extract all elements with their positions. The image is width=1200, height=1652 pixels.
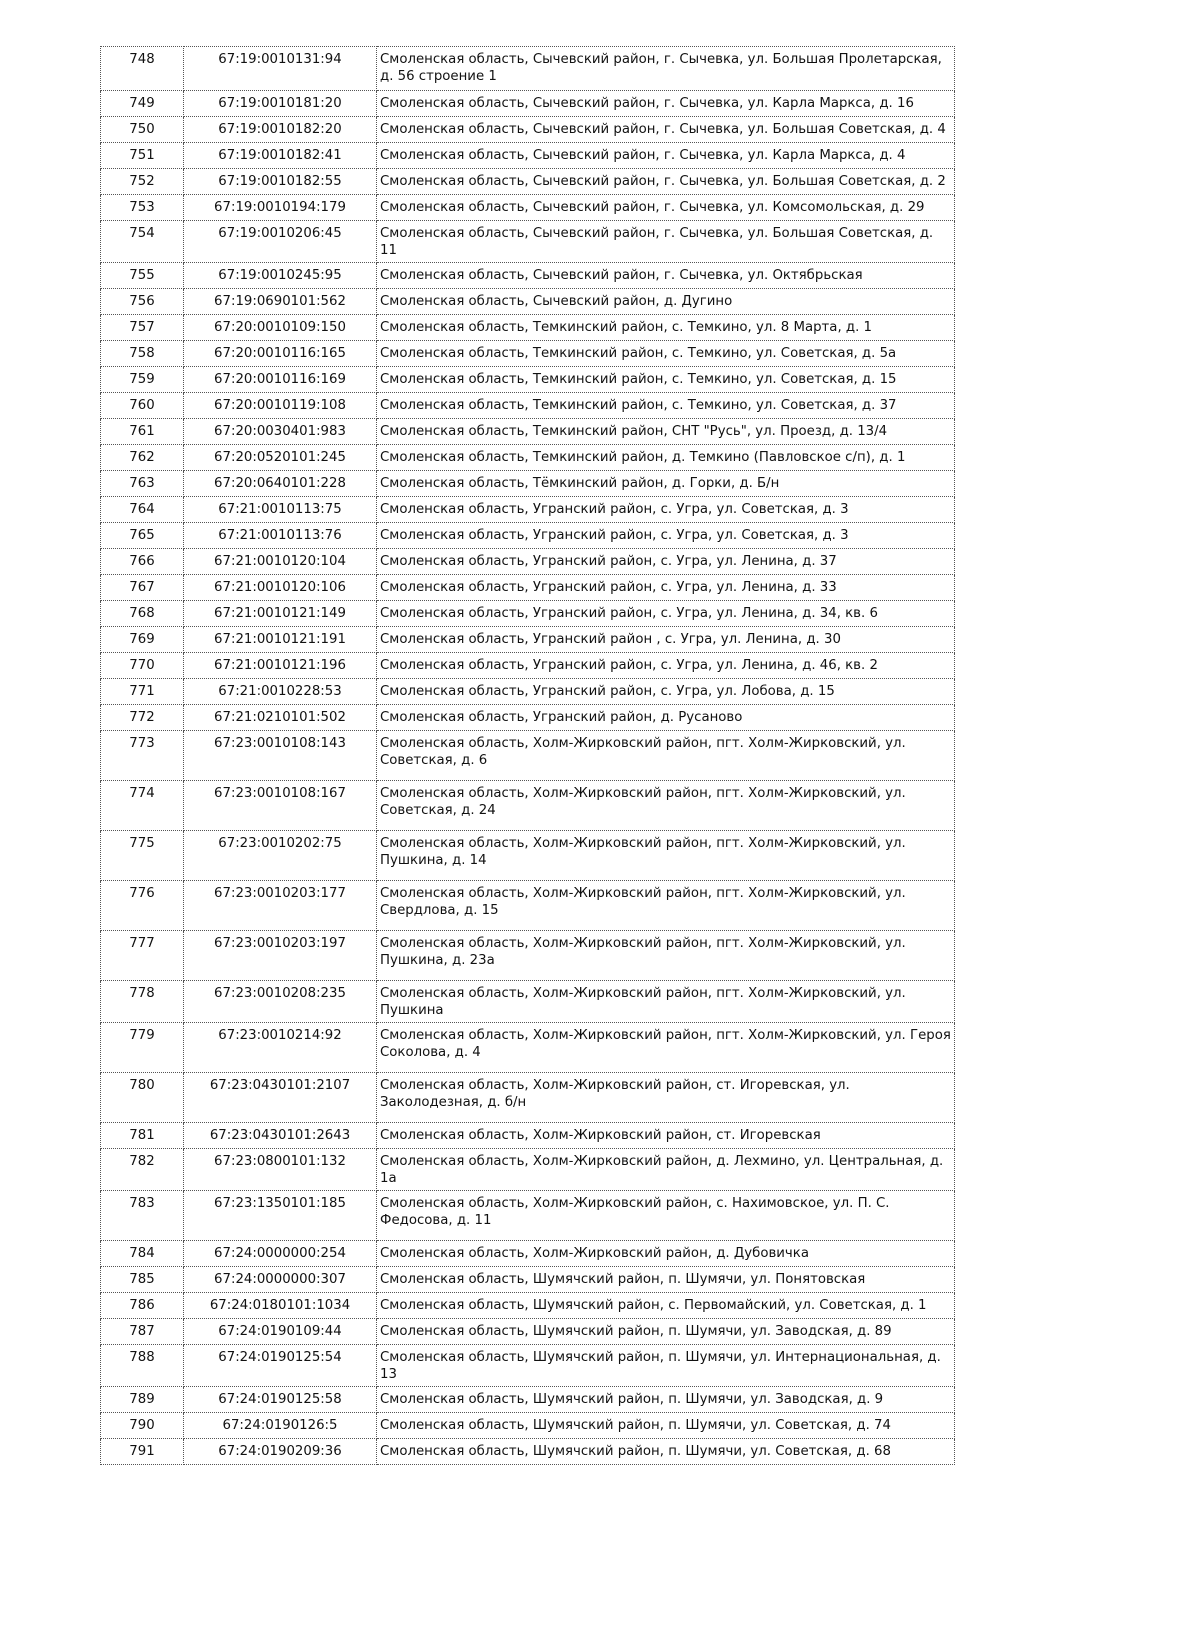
table-row xyxy=(101,117,955,143)
table-row xyxy=(101,471,955,497)
row-number-cell: 784 xyxy=(101,1241,184,1267)
table-row xyxy=(101,601,955,627)
row-number-cell: 783 xyxy=(101,1191,184,1241)
address-cell: Смоленская область, Сычевский район, г. Сычевка, ул. Карла Маркса, д. 4 xyxy=(377,143,955,169)
row-number-cell: 788 xyxy=(101,1345,184,1387)
row-number-cell: 790 xyxy=(101,1413,184,1439)
cadastral-number-cell: 67:24:0190109:44 xyxy=(184,1319,377,1345)
cadastral-number-cell: 67:23:0800101:132 xyxy=(184,1149,377,1191)
address-cell: Смоленская область, Темкинский район, д. Темкино (Павловское с/п), д. 1 xyxy=(377,445,955,471)
cadastral-number-cell: 67:19:0010182:41 xyxy=(184,143,377,169)
address-cell: Смоленская область, Холм-Жирковский район, д. Лехмино, ул. Центральная, д. 1а xyxy=(377,1149,955,1191)
row-number-cell: 768 xyxy=(101,601,184,627)
table-row xyxy=(101,1191,955,1241)
table-row xyxy=(101,1319,955,1345)
cadastral-number-cell: 67:20:0640101:228 xyxy=(184,471,377,497)
table-row xyxy=(101,1073,955,1123)
table-row xyxy=(101,419,955,445)
row-number-cell: 772 xyxy=(101,705,184,731)
cadastral-number-cell: 67:21:0010113:76 xyxy=(184,523,377,549)
address-cell: Смоленская область, Холм-Жирковский район, пгт. Холм-Жирковский, ул. Советская, д. 24 xyxy=(377,781,955,831)
address-cell: Смоленская область, Холм-Жирковский район, д. Дубовичка xyxy=(377,1241,955,1267)
row-number-cell: 764 xyxy=(101,497,184,523)
table-row xyxy=(101,289,955,315)
row-number-cell: 750 xyxy=(101,117,184,143)
address-cell: Смоленская область, Холм-Жирковский район, пгт. Холм-Жирковский, ул. Героя Соколова, д. 4 xyxy=(377,1023,955,1073)
cadastral-number-cell: 67:19:0010181:20 xyxy=(184,91,377,117)
address-cell: Смоленская область, Холм-Жирковский район, ст. Игоревская xyxy=(377,1123,955,1149)
table-row xyxy=(101,1149,955,1191)
cadastral-number-cell: 67:21:0010228:53 xyxy=(184,679,377,705)
cadastral-number-cell: 67:24:0190125:58 xyxy=(184,1387,377,1413)
register-table-body xyxy=(101,47,955,1465)
table-row xyxy=(101,679,955,705)
address-cell: Смоленская область, Угранский район, с. Угра, ул. Лобова, д. 15 xyxy=(377,679,955,705)
table-row xyxy=(101,1439,955,1465)
address-cell: Смоленская область, Холм-Жирковский район, ст. Игоревская, ул. Заколодезная, д. б/н xyxy=(377,1073,955,1123)
cadastral-number-cell: 67:23:0010202:75 xyxy=(184,831,377,881)
row-number-cell: 756 xyxy=(101,289,184,315)
row-number-cell: 771 xyxy=(101,679,184,705)
table-row xyxy=(101,731,955,781)
address-cell: Смоленская область, Холм-Жирковский район, пгт. Холм-Жирковский, ул. Свердлова, д. 15 xyxy=(377,881,955,931)
address-cell: Смоленская область, Холм-Жирковский район, пгт. Холм-Жирковский, ул. Пушкина, д. 23а xyxy=(377,931,955,981)
address-cell: Смоленская область, Темкинский район, с. Темкино, ул. Советская, д. 37 xyxy=(377,393,955,419)
address-cell: Смоленская область, Сычевский район, г. Сычевка, ул. Комсомольская, д. 29 xyxy=(377,195,955,221)
row-number-cell: 749 xyxy=(101,91,184,117)
cadastral-number-cell: 67:24:0190209:36 xyxy=(184,1439,377,1465)
address-cell: Смоленская область, Темкинский район, с. Темкино, ул. Советская, д. 5а xyxy=(377,341,955,367)
cadastral-number-cell: 67:21:0010113:75 xyxy=(184,497,377,523)
cadastral-number-cell: 67:19:0010206:45 xyxy=(184,221,377,263)
row-number-cell: 748 xyxy=(101,47,184,91)
address-cell: Смоленская область, Угранский район , с. Угра, ул. Ленина, д. 30 xyxy=(377,627,955,653)
row-number-cell: 789 xyxy=(101,1387,184,1413)
table-row xyxy=(101,497,955,523)
cadastral-number-cell: 67:23:0010203:177 xyxy=(184,881,377,931)
cadastral-number-cell: 67:19:0010182:55 xyxy=(184,169,377,195)
table-row xyxy=(101,445,955,471)
cadastral-number-cell: 67:21:0010120:106 xyxy=(184,575,377,601)
cadastral-number-cell: 67:19:0010182:20 xyxy=(184,117,377,143)
cadastral-number-cell: 67:23:1350101:185 xyxy=(184,1191,377,1241)
address-cell: Смоленская область, Сычевский район, г. Сычевка, ул. Октябрьская xyxy=(377,263,955,289)
table-row xyxy=(101,393,955,419)
cadastral-number-cell: 67:23:0010108:167 xyxy=(184,781,377,831)
row-number-cell: 785 xyxy=(101,1267,184,1293)
address-cell: Смоленская область, Тёмкинский район, д. Горки, д. Б/н xyxy=(377,471,955,497)
address-cell: Смоленская область, Угранский район, с. Угра, ул. Ленина, д. 34, кв. 6 xyxy=(377,601,955,627)
row-number-cell: 767 xyxy=(101,575,184,601)
address-cell: Смоленская область, Темкинский район, с. Темкино, ул. Советская, д. 15 xyxy=(377,367,955,393)
cadastral-number-cell: 67:21:0010121:149 xyxy=(184,601,377,627)
row-number-cell: 780 xyxy=(101,1073,184,1123)
property-register-table xyxy=(100,46,955,1465)
cadastral-number-cell: 67:20:0010116:165 xyxy=(184,341,377,367)
cadastral-number-cell: 67:20:0010109:150 xyxy=(184,315,377,341)
table-row xyxy=(101,981,955,1023)
address-cell: Смоленская область, Темкинский район, с. Темкино, ул. 8 Марта, д. 1 xyxy=(377,315,955,341)
row-number-cell: 781 xyxy=(101,1123,184,1149)
table-row xyxy=(101,1123,955,1149)
row-number-cell: 752 xyxy=(101,169,184,195)
row-number-cell: 755 xyxy=(101,263,184,289)
cadastral-number-cell: 67:20:0030401:983 xyxy=(184,419,377,445)
document-page xyxy=(100,46,955,1465)
cadastral-number-cell: 67:23:0430101:2643 xyxy=(184,1123,377,1149)
row-number-cell: 758 xyxy=(101,341,184,367)
address-cell: Смоленская область, Сычевский район, д. Дугино xyxy=(377,289,955,315)
row-number-cell: 751 xyxy=(101,143,184,169)
table-row xyxy=(101,931,955,981)
address-cell: Смоленская область, Шумячский район, п. Шумячи, ул. Заводская, д. 9 xyxy=(377,1387,955,1413)
address-cell: Смоленская область, Угранский район, с. Угра, ул. Советская, д. 3 xyxy=(377,523,955,549)
address-cell: Смоленская область, Угранский район, с. Угра, ул. Ленина, д. 46, кв. 2 xyxy=(377,653,955,679)
row-number-cell: 762 xyxy=(101,445,184,471)
table-row xyxy=(101,341,955,367)
address-cell: Смоленская область, Сычевский район, г. Сычевка, ул. Большая Советская, д. 4 xyxy=(377,117,955,143)
cadastral-number-cell: 67:24:0190125:54 xyxy=(184,1345,377,1387)
cadastral-number-cell: 67:20:0010119:108 xyxy=(184,393,377,419)
address-cell: Смоленская область, Холм-Жирковский район, с. Нахимовское, ул. П. С. Федосова, д. 11 xyxy=(377,1191,955,1241)
table-row xyxy=(101,91,955,117)
cadastral-number-cell: 67:24:0000000:254 xyxy=(184,1241,377,1267)
cadastral-number-cell: 67:21:0210101:502 xyxy=(184,705,377,731)
row-number-cell: 765 xyxy=(101,523,184,549)
row-number-cell: 791 xyxy=(101,1439,184,1465)
cadastral-number-cell: 67:19:0010194:179 xyxy=(184,195,377,221)
address-cell: Смоленская область, Сычевский район, г. Сычевка, ул. Большая Советская, д. 2 xyxy=(377,169,955,195)
row-number-cell: 759 xyxy=(101,367,184,393)
table-row xyxy=(101,315,955,341)
table-row xyxy=(101,1345,955,1387)
address-cell: Смоленская область, Холм-Жирковский район, пгт. Холм-Жирковский, ул. Пушкина, д. 14 xyxy=(377,831,955,881)
table-row xyxy=(101,653,955,679)
cadastral-number-cell: 67:24:0180101:1034 xyxy=(184,1293,377,1319)
address-cell: Смоленская область, Сычевский район, г. Сычевка, ул. Карла Маркса, д. 16 xyxy=(377,91,955,117)
address-cell: Смоленская область, Шумячский район, п. Шумячи, ул. Советская, д. 68 xyxy=(377,1439,955,1465)
row-number-cell: 753 xyxy=(101,195,184,221)
table-row xyxy=(101,1413,955,1439)
row-number-cell: 773 xyxy=(101,731,184,781)
address-cell: Смоленская область, Угранский район, с. Угра, ул. Ленина, д. 33 xyxy=(377,575,955,601)
table-row xyxy=(101,549,955,575)
row-number-cell: 777 xyxy=(101,931,184,981)
address-cell: Смоленская область, Сычевский район, г. Сычевка, ул. Большая Пролетарская, д. 56 строение 1 xyxy=(377,47,955,91)
row-number-cell: 757 xyxy=(101,315,184,341)
cadastral-number-cell: 67:21:0010121:196 xyxy=(184,653,377,679)
table-row xyxy=(101,195,955,221)
table-row xyxy=(101,881,955,931)
row-number-cell: 775 xyxy=(101,831,184,881)
table-row xyxy=(101,781,955,831)
table-row xyxy=(101,705,955,731)
address-cell: Смоленская область, Сычевский район, г. Сычевка, ул. Большая Советская, д. 11 xyxy=(377,221,955,263)
table-row xyxy=(101,831,955,881)
table-row xyxy=(101,263,955,289)
row-number-cell: 774 xyxy=(101,781,184,831)
table-row xyxy=(101,169,955,195)
address-cell: Смоленская область, Шумячский район, п. Шумячи, ул. Понятовская xyxy=(377,1267,955,1293)
row-number-cell: 754 xyxy=(101,221,184,263)
row-number-cell: 760 xyxy=(101,393,184,419)
row-number-cell: 782 xyxy=(101,1149,184,1191)
row-number-cell: 761 xyxy=(101,419,184,445)
address-cell: Смоленская область, Шумячский район, с. Первомайский, ул. Советская, д. 1 xyxy=(377,1293,955,1319)
table-row xyxy=(101,1023,955,1073)
cadastral-number-cell: 67:24:0190126:5 xyxy=(184,1413,377,1439)
row-number-cell: 779 xyxy=(101,1023,184,1073)
address-cell: Смоленская область, Угранский район, с. Угра, ул. Ленина, д. 37 xyxy=(377,549,955,575)
address-cell: Смоленская область, Угранский район, с. Угра, ул. Советская, д. 3 xyxy=(377,497,955,523)
cadastral-number-cell: 67:19:0010245:95 xyxy=(184,263,377,289)
address-cell: Смоленская область, Шумячский район, п. Шумячи, ул. Заводская, д. 89 xyxy=(377,1319,955,1345)
cadastral-number-cell: 67:21:0010121:191 xyxy=(184,627,377,653)
address-cell: Смоленская область, Темкинский район, СНТ "Русь", ул. Проезд, д. 13/4 xyxy=(377,419,955,445)
address-cell: Смоленская область, Шумячский район, п. Шумячи, ул. Советская, д. 74 xyxy=(377,1413,955,1439)
cadastral-number-cell: 67:21:0010120:104 xyxy=(184,549,377,575)
table-row xyxy=(101,627,955,653)
cadastral-number-cell: 67:23:0430101:2107 xyxy=(184,1073,377,1123)
address-cell: Смоленская область, Холм-Жирковский район, пгт. Холм-Жирковский, ул. Пушкина xyxy=(377,981,955,1023)
row-number-cell: 763 xyxy=(101,471,184,497)
cadastral-number-cell: 67:23:0010203:197 xyxy=(184,931,377,981)
table-row xyxy=(101,143,955,169)
cadastral-number-cell: 67:20:0010116:169 xyxy=(184,367,377,393)
table-row xyxy=(101,1267,955,1293)
row-number-cell: 766 xyxy=(101,549,184,575)
address-cell: Смоленская область, Шумячский район, п. Шумячи, ул. Интернациональная, д. 13 xyxy=(377,1345,955,1387)
row-number-cell: 770 xyxy=(101,653,184,679)
row-number-cell: 786 xyxy=(101,1293,184,1319)
address-cell: Смоленская область, Угранский район, д. Русаново xyxy=(377,705,955,731)
row-number-cell: 787 xyxy=(101,1319,184,1345)
cadastral-number-cell: 67:23:0010214:92 xyxy=(184,1023,377,1073)
table-row xyxy=(101,367,955,393)
cadastral-number-cell: 67:19:0010131:94 xyxy=(184,47,377,91)
table-row xyxy=(101,1387,955,1413)
cadastral-number-cell: 67:23:0010208:235 xyxy=(184,981,377,1023)
row-number-cell: 769 xyxy=(101,627,184,653)
table-row xyxy=(101,221,955,263)
table-row xyxy=(101,575,955,601)
address-cell: Смоленская область, Холм-Жирковский район, пгт. Холм-Жирковский, ул. Советская, д. 6 xyxy=(377,731,955,781)
row-number-cell: 778 xyxy=(101,981,184,1023)
table-row xyxy=(101,523,955,549)
table-row xyxy=(101,1293,955,1319)
table-row xyxy=(101,47,955,91)
table-row xyxy=(101,1241,955,1267)
cadastral-number-cell: 67:24:0000000:307 xyxy=(184,1267,377,1293)
cadastral-number-cell: 67:19:0690101:562 xyxy=(184,289,377,315)
cadastral-number-cell: 67:23:0010108:143 xyxy=(184,731,377,781)
cadastral-number-cell: 67:20:0520101:245 xyxy=(184,445,377,471)
row-number-cell: 776 xyxy=(101,881,184,931)
